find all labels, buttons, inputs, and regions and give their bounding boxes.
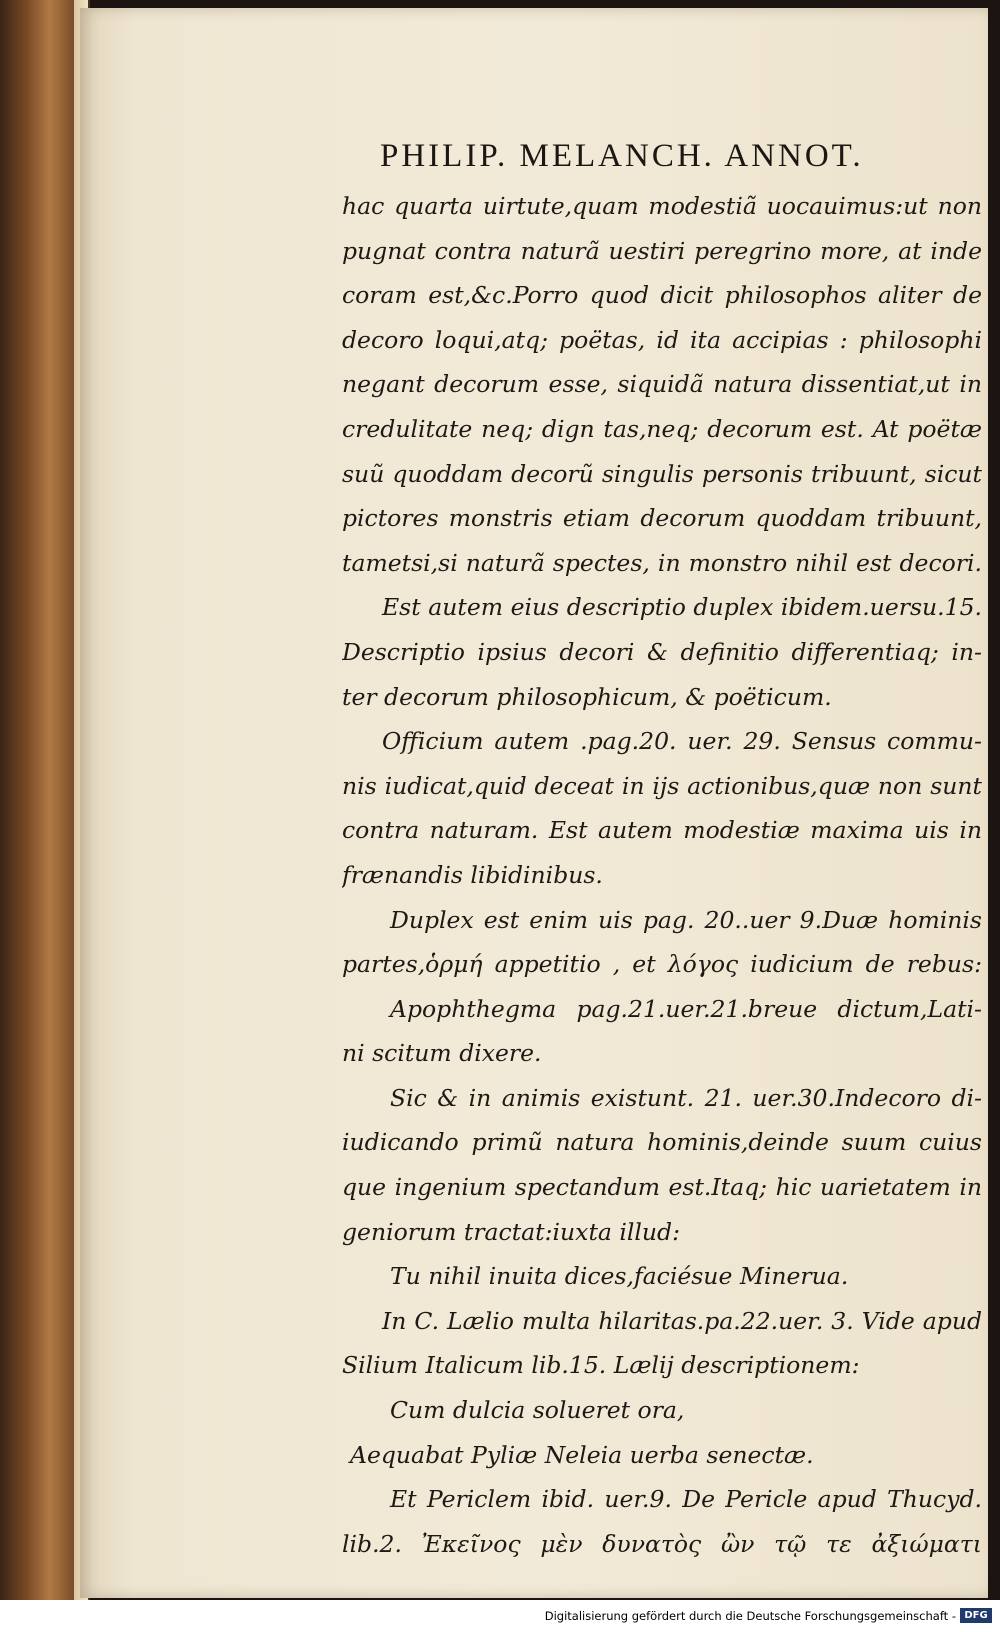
text-line: decoro loqui,atq; poëtas, id ita accipias : philosophi	[342, 325, 982, 354]
text-line: pictores monstris etiam decorum quoddam tribuunt,	[342, 504, 982, 533]
text-line: Silium Italicum lib.15. Lælij descriptionem:	[342, 1351, 860, 1380]
text-line: Cum dulcia solueret ora,	[390, 1396, 685, 1425]
text-line: Et Periclem ibid. uer.9. De Pericle apud Thucyd.	[390, 1485, 982, 1514]
running-head: PHILIP. MELANCH. ANNOT.	[380, 138, 864, 174]
text-line: Sic & in animis existunt. 21. uer.30.Indecoro di-	[390, 1083, 982, 1112]
text-line: Est autem eius descriptio duplex ibidem.uersu.15.	[382, 593, 982, 622]
text-line: ter decorum philosophicum, & poëticum.	[342, 682, 832, 711]
text-line: Aequabat Pyliæ Neleia uerba senectæ.	[350, 1440, 814, 1469]
page-body-text	[342, 184, 982, 1566]
text-line: Apophthegma pag.21.uer.21.breue dictum,Lati-	[390, 994, 982, 1023]
text-line: Tu nihil inuita dices,faciésue Minerua.	[390, 1262, 849, 1291]
text-line: contra naturam. Est autem modestiæ maxima uis in	[342, 816, 982, 845]
text-line: Officium autem .pag.20. uer. 29. Sensus commu-	[382, 727, 982, 756]
text-line: geniorum tractat:iuxta illud:	[342, 1217, 681, 1246]
text-line: In C. Lælio multa hilaritas.pa.22.uer. 3. Vide apud	[382, 1306, 982, 1335]
dfg-logo: DFG	[960, 1608, 992, 1623]
text-line: lib.2. Ἐκεῖνος μὲν δυνατὸς ὢν τῷ τε ἀξιώματι	[342, 1529, 982, 1558]
digitization-footer	[0, 1600, 1000, 1632]
text-line: nis iudicat,quid deceat in ijs actionibus,quæ non sunt	[342, 771, 982, 800]
text-line: suũ quoddam decorũ singulis personis tribuunt, sicut	[342, 459, 982, 488]
text-line: hac quarta uirtute,quam modestiã uocauimus:ut non	[342, 192, 982, 220]
text-line: coram est,&c.Porro quod dicit philosophos aliter de	[342, 281, 982, 310]
text-line: iudicando primũ natura hominis,deinde suum cuius	[342, 1128, 982, 1157]
text-line: Descriptio ipsius decori & definitio differentiaq; in-	[342, 637, 982, 666]
text-line: tametsi,si naturã spectes, in monstro nihil est decori.	[342, 548, 982, 577]
text-line: frænandis libidinibus.	[342, 860, 603, 889]
book-spine-edge	[0, 0, 90, 1600]
book-page	[80, 8, 988, 1598]
text-line: Duplex est enim uis pag. 20..uer 9.Duæ hominis	[390, 905, 982, 934]
text-line: partes,ὁρμή appetitio , et λόγος iudicium de rebus:	[342, 950, 982, 979]
text-line: negant decorum esse, siquidã natura dissentiat,ut in	[342, 370, 982, 399]
text-line: ni scitum dixere.	[342, 1039, 542, 1068]
text-line: que ingenium spectandum est.Itaq; hic uarietatem in	[342, 1173, 982, 1202]
footer-credit: Digitalisierung gefördert durch die Deutsche Forschungsgemeinschaft -	[544, 1609, 956, 1623]
text-line: credulitate neq; dign tas,neq; decorum est. At poëtæ	[342, 414, 982, 443]
text-line: pugnat contra naturã uestiri peregrino more, at inde	[342, 236, 982, 265]
